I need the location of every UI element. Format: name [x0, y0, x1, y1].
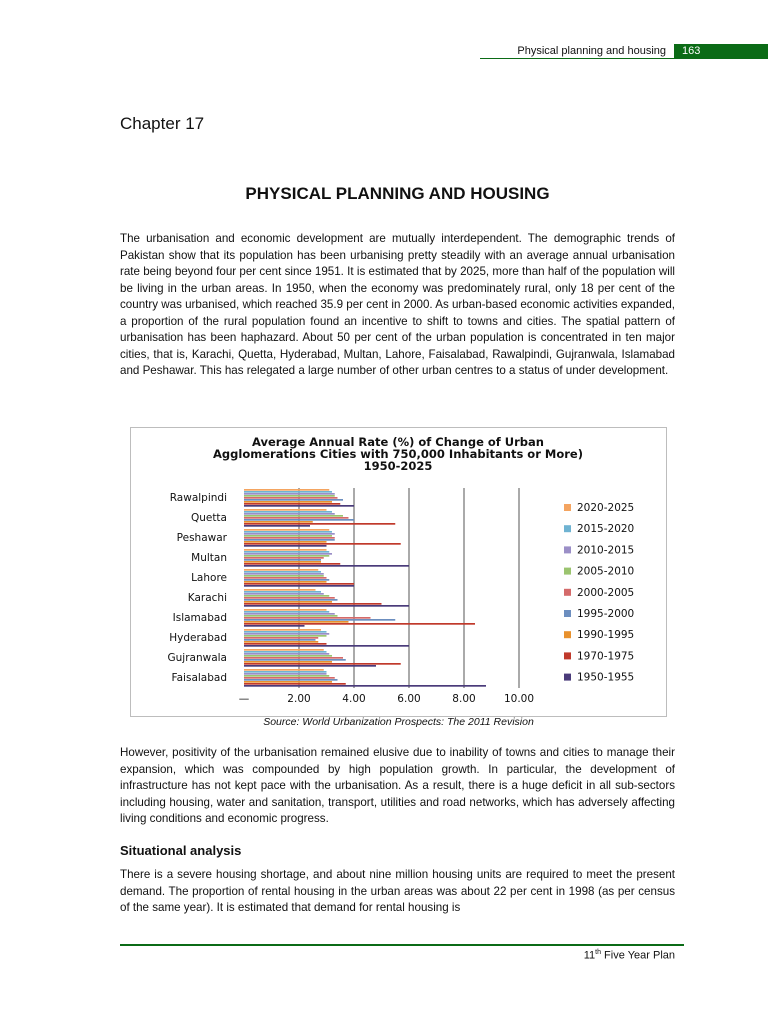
- chart-bar: [244, 573, 324, 575]
- chart-legend-label: 2000-2005: [577, 586, 635, 599]
- chart-legend-swatch: [564, 674, 571, 681]
- chart-bar: [244, 599, 338, 601]
- chart-bar: [244, 603, 382, 605]
- chart-bar: [244, 661, 332, 663]
- chart-bar: [244, 659, 346, 661]
- chart-legend-swatch: [564, 504, 571, 511]
- chart-bar: [244, 539, 335, 541]
- chart-bar: [244, 561, 321, 563]
- chart-x-tick-label: 4.00: [342, 693, 366, 705]
- chart-bar: [244, 639, 316, 641]
- chart-bar: [244, 615, 338, 617]
- section-heading: Situational analysis: [120, 843, 242, 858]
- page-number-badge: 163: [674, 44, 768, 59]
- chart-bar: [244, 629, 321, 631]
- chart-bar: [244, 669, 324, 671]
- footer-label: [480, 949, 675, 962]
- chart-bar: [244, 593, 324, 595]
- chart-title-line: Average Annual Rate (%) of Change of Urban: [252, 435, 544, 449]
- chart-bar: [244, 681, 332, 683]
- chart-category-label: Faisalabad: [171, 672, 227, 684]
- chart-bar: [244, 597, 335, 599]
- chart-category-label: Lahore: [191, 572, 227, 584]
- chart-legend-label: 1990-1995: [577, 629, 635, 642]
- chart-bar: [244, 665, 376, 667]
- chart-category-label: Gujranwala: [167, 652, 227, 664]
- chart-legend-swatch: [564, 589, 571, 596]
- chart-bar: [244, 655, 332, 657]
- chart-bar: [244, 677, 335, 679]
- chart-bar: [244, 505, 354, 507]
- chart-bar: [244, 555, 329, 557]
- footer-rule: [120, 944, 684, 946]
- chart-legend-swatch: [564, 525, 571, 532]
- chart-source-caption: Source: World Urbanization Prospects: The 2011 Revision: [263, 716, 534, 728]
- chart-x-tick-label: 2.00: [287, 693, 311, 705]
- chart-legend-label: 2015-2020: [577, 523, 635, 536]
- chart-bar: [244, 657, 343, 659]
- chart-category-label: Hyderabad: [169, 632, 227, 644]
- chart-bar: [244, 517, 349, 519]
- footer-plan-label: Five Year Plan: [601, 949, 675, 962]
- chart-x-tick-label: 10.00: [503, 693, 535, 705]
- chart-bar: [244, 537, 335, 539]
- chart-bar: [244, 495, 335, 497]
- chart-bar: [244, 569, 318, 571]
- chart-legend-swatch: [564, 546, 571, 553]
- chart-bar: [244, 583, 354, 585]
- chart-bar: [244, 515, 343, 517]
- chart-bar: [244, 525, 310, 527]
- chart-bar: [244, 553, 332, 555]
- chart-bar: [244, 675, 329, 677]
- urbanisation-chart: [130, 427, 667, 717]
- chart-bar: [244, 631, 327, 633]
- chart-bar: [244, 617, 371, 619]
- chart-bar: [244, 663, 401, 665]
- chart-canvas: [131, 428, 666, 716]
- chart-category-label: Peshawar: [176, 532, 227, 544]
- chart-bar: [244, 491, 332, 493]
- chart-bar: [244, 623, 475, 625]
- chart-title-line: Agglomerations Cities with 750,000 Inhabitants or More): [213, 447, 583, 461]
- chart-legend-label: 2020-2025: [577, 502, 635, 514]
- chart-bar: [244, 541, 327, 543]
- chart-legend-swatch: [564, 652, 571, 659]
- chart-bar: [244, 635, 327, 637]
- chart-bar: [244, 529, 329, 531]
- chart-bar: [244, 563, 340, 565]
- footer-suffix: th: [595, 949, 601, 956]
- chart-bar: [244, 621, 349, 623]
- chart-bar: [244, 673, 327, 675]
- chart-bar: [244, 489, 329, 491]
- positivity-paragraph: However, positivity of the urbanisation remained elusive due to inability of towns and cities to manage their expansion, which was compounded by high population growth. In particular, the development of infrastructure has not kept pace with the urbanisation. As a result, there is a huge deficit in all sub-sectors including housing, water and sanitation, transport, utilities and road networks, which has adversely affecting living conditions and economic progress.: [120, 746, 675, 825]
- chart-bar: [244, 645, 409, 647]
- chart-bar: [244, 535, 332, 537]
- chart-bar: [244, 571, 321, 573]
- chart-bar: [244, 509, 327, 511]
- chart-legend-label: 1950-1955: [577, 671, 635, 684]
- chart-bar: [244, 551, 329, 553]
- chart-bar: [244, 531, 332, 533]
- chart-bar: [244, 533, 335, 535]
- chart-legend-label: 1970-1975: [577, 650, 635, 663]
- chart-bar: [244, 653, 329, 655]
- chart-bar: [244, 557, 324, 559]
- chart-bar: [244, 671, 327, 673]
- chart-bar: [244, 545, 327, 547]
- chart-x-tick-label: 8.00: [452, 693, 476, 705]
- chart-bar: [244, 503, 340, 505]
- chart-bar: [244, 625, 305, 627]
- running-header-title: Physical planning and housing: [517, 45, 666, 57]
- chart-x-tick-label: —: [238, 693, 250, 705]
- header-rule: [480, 58, 674, 59]
- chart-category-label: Quetta: [190, 512, 227, 524]
- intro-paragraph: The urbanisation and economic development are mutually interdependent. The demographic trends of Pakistan show that its population has been urbanising pretty steadily with an average annual urbanisation rate being beyond four per cent since 1951. It is estimated that by 2025, more than half of the population will be living in the urban areas. In 1950, when the economy was predominately rural, only 18 per cent of the country was urbanised, which reached 35.9 per cent in 2000. As urban-based economic activities expanded, a proportion of the rural population found an incentive to shift to towns and cities. The spatial pattern of urbanisation has been haphazard. About 50 per cent of the urban population is concentrated in ten major cities, that is, Karachi, Quetta, Hyderabad, Multan, Lahore, Faisalabad, Rawalpindi, Gujranwala, Islamabad and Peshawar. This has relegated a large number of other urban centres to a status of under development.: [120, 232, 675, 377]
- chart-bar: [244, 601, 332, 603]
- chart-bar: [244, 511, 332, 513]
- chart-bar: [244, 523, 395, 525]
- chart-bar: [244, 577, 327, 579]
- chart-legend-label: 1995-2000: [577, 608, 635, 620]
- chart-bar: [244, 579, 329, 581]
- chart-bar: [244, 685, 486, 687]
- chart-bar: [244, 611, 329, 613]
- chart-legend-swatch: [564, 568, 571, 575]
- chart-category-label: Multan: [191, 552, 227, 564]
- chart-title-line: 1950-2025: [363, 459, 433, 473]
- chart-bar: [244, 591, 321, 593]
- chart-bar: [244, 497, 338, 499]
- chart-bar: [244, 651, 327, 653]
- chart-bar: [244, 609, 327, 611]
- chart-bar: [244, 581, 327, 583]
- chart-bar: [244, 513, 335, 515]
- chart-bar: [244, 521, 313, 523]
- chart-category-label: Rawalpindi: [169, 492, 227, 504]
- chart-bar: [244, 613, 335, 615]
- page-title: PHYSICAL PLANNING AND HOUSING: [245, 184, 550, 203]
- chart-x-tick-label: 6.00: [397, 693, 421, 705]
- chart-bar: [244, 501, 332, 503]
- chart-bar: [244, 595, 329, 597]
- chart-bar: [244, 585, 354, 587]
- chart-bar: [244, 619, 395, 621]
- chart-bar: [244, 565, 409, 567]
- chart-legend-swatch: [564, 631, 571, 638]
- chart-bar: [244, 575, 324, 577]
- chart-bar: [244, 643, 327, 645]
- chart-bar: [244, 633, 329, 635]
- chart-bar: [244, 679, 338, 681]
- chart-bar: [244, 499, 343, 501]
- chart-legend-label: 2005-2010: [577, 565, 635, 578]
- chart-legend-label: 2010-2015: [577, 544, 635, 557]
- chapter-label: Chapter 17: [120, 114, 205, 133]
- chart-bar: [244, 549, 327, 551]
- chart-bar: [244, 559, 321, 561]
- chart-category-label: Islamabad: [172, 612, 227, 624]
- footer-ordinal: 11: [583, 949, 596, 962]
- situational-paragraph: There is a severe housing shortage, and about nine million housing units are required to meet the present demand. The proportion of rental housing in the urban areas was about 22 per cent in 1998 (as per census of the same year). It is estimated that demand for rental housing is: [120, 868, 675, 914]
- chart-bar: [244, 543, 401, 545]
- chart-bar: [244, 683, 346, 685]
- chart-bar: [244, 519, 354, 521]
- chart-bar: [244, 589, 316, 591]
- chart-bar: [244, 649, 324, 651]
- chart-legend-swatch: [564, 610, 571, 617]
- chart-bar: [244, 637, 318, 639]
- chart-bar: [244, 493, 335, 495]
- chart-bar: [244, 605, 409, 607]
- chart-bar: [244, 641, 318, 643]
- chart-category-label: Karachi: [187, 592, 227, 604]
